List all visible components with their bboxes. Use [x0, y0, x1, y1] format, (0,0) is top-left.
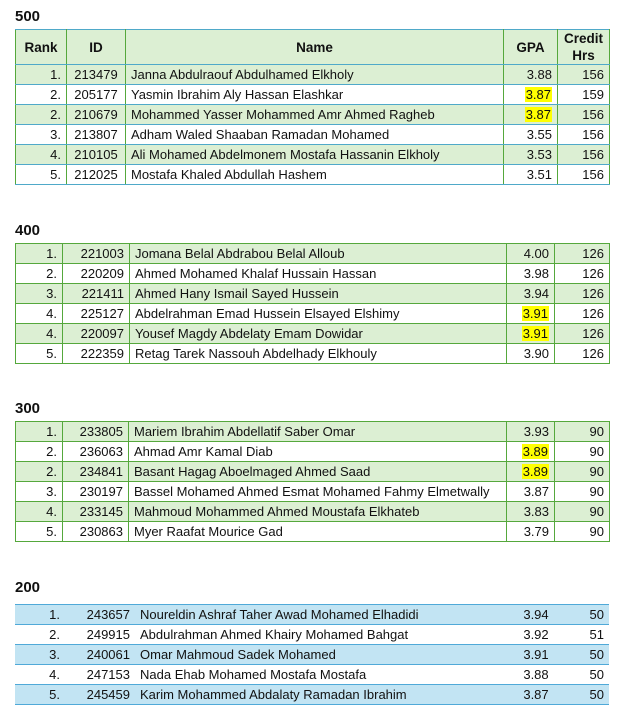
table-row	[16, 65, 610, 85]
credit-cell: 126	[555, 244, 610, 264]
name-cell: Mahmoud Mohammed Ahmed Moustafa Elkhateb	[129, 502, 507, 522]
id-cell: 205177	[67, 85, 126, 105]
gpa-cell	[504, 85, 558, 105]
credit-cell: 126	[555, 284, 610, 304]
id-cell: 243657	[65, 605, 135, 625]
credit-cell: 50	[560, 665, 609, 685]
name-cell: Mostafa Khaled Abdullah Hashem	[126, 165, 504, 185]
name-cell: Noureldin Ashraf Taher Awad Mohamed Elhadidi	[135, 605, 512, 625]
id-cell: 213479	[67, 65, 126, 85]
credit-cell: 90	[555, 462, 610, 482]
rank-cell: 2.	[16, 264, 63, 284]
credit-cell: 126	[555, 344, 610, 364]
id-cell: 233805	[63, 422, 129, 442]
table-row	[15, 645, 609, 665]
credit-cell: 90	[555, 422, 610, 442]
id-cell: 230197	[63, 482, 129, 502]
table-row	[16, 344, 610, 364]
name-cell: Ahmed Mohamed Khalaf Hussain Hassan	[130, 264, 507, 284]
gpa-cell: 3.83	[507, 502, 555, 522]
name-cell: Nada Ehab Mohamed Mostafa Mostafa	[135, 665, 512, 685]
header-rank: Rank	[16, 30, 67, 65]
gpa-cell: 4.00	[507, 244, 555, 264]
gpa-highlight: 3.91	[522, 306, 548, 321]
rank-cell: 2.	[16, 442, 63, 462]
section-title-200: 200	[15, 579, 41, 596]
rank-cell: 2.	[15, 625, 65, 645]
id-cell: 247153	[65, 665, 135, 685]
table-row	[16, 482, 610, 502]
rank-cell: 3.	[16, 482, 63, 502]
credit-cell: 50	[560, 605, 609, 625]
table-row	[16, 85, 610, 105]
id-cell: 236063	[63, 442, 129, 462]
credit-cell: 126	[555, 324, 610, 344]
rank-cell: 2.	[16, 85, 67, 105]
gpa-cell: 3.98	[507, 264, 555, 284]
name-cell: Jomana Belal Abdrabou Belal Alloub	[130, 244, 507, 264]
header-row	[16, 30, 610, 65]
id-cell: 220209	[63, 264, 130, 284]
rank-cell: 4.	[16, 324, 63, 344]
table-row	[16, 165, 610, 185]
name-cell: Omar Mahmoud Sadek Mohamed	[135, 645, 512, 665]
credit-cell: 156	[558, 145, 610, 165]
rank-cell: 4.	[16, 145, 67, 165]
gpa-cell: 3.92	[512, 625, 560, 645]
rank-cell: 5.	[15, 685, 65, 705]
table-row	[16, 422, 610, 442]
gpa-cell	[507, 324, 555, 344]
credit-cell: 51	[560, 625, 609, 645]
id-cell: 240061	[65, 645, 135, 665]
gpa-cell: 3.94	[512, 605, 560, 625]
credit-cell: 126	[555, 304, 610, 324]
header-credit-line2: Hrs	[572, 48, 595, 63]
gpa-cell: 3.94	[507, 284, 555, 304]
gpa-cell: 3.53	[504, 145, 558, 165]
credit-cell: 90	[555, 442, 610, 462]
rank-cell: 4.	[16, 502, 63, 522]
credit-cell: 50	[560, 645, 609, 665]
name-cell: Bassel Mohamed Ahmed Esmat Mohamed Fahmy Elmetwally	[129, 482, 507, 502]
credit-cell: 90	[555, 482, 610, 502]
gpa-highlight: 3.89	[522, 444, 548, 459]
credit-cell: 90	[555, 522, 610, 542]
name-cell: Basant Hagag Aboelmaged Ahmed Saad	[129, 462, 507, 482]
id-cell: 245459	[65, 685, 135, 705]
name-cell: Myer Raafat Mourice Gad	[129, 522, 507, 542]
credit-cell: 156	[558, 125, 610, 145]
gpa-cell: 3.79	[507, 522, 555, 542]
rank-cell: 5.	[16, 344, 63, 364]
table-row	[16, 462, 610, 482]
name-cell: Abdelrahman Emad Hussein Elsayed Elshimy	[130, 304, 507, 324]
table-row	[15, 665, 609, 685]
gpa-highlight: 3.91	[522, 326, 548, 341]
rank-cell: 1.	[16, 65, 67, 85]
header-gpa: GPA	[504, 30, 558, 65]
header-credit-hrs	[558, 30, 610, 65]
name-cell: Yasmin Ibrahim Aly Hassan Elashkar	[126, 85, 504, 105]
id-cell: 249915	[65, 625, 135, 645]
table-row	[16, 522, 610, 542]
credit-cell: 156	[558, 65, 610, 85]
gpa-cell: 3.93	[507, 422, 555, 442]
gpa-cell	[504, 105, 558, 125]
gpa-cell	[507, 304, 555, 324]
id-cell: 225127	[63, 304, 130, 324]
name-cell: Mariem Ibrahim Abdellatif Saber Omar	[129, 422, 507, 442]
table-row	[16, 324, 610, 344]
credit-cell: 126	[555, 264, 610, 284]
table-row	[16, 442, 610, 462]
id-cell: 233145	[63, 502, 129, 522]
table-row	[16, 145, 610, 165]
section-title-500: 500	[15, 8, 41, 25]
table-row	[16, 244, 610, 264]
gpa-highlight: 3.87	[525, 107, 551, 122]
gpa-cell: 3.90	[507, 344, 555, 364]
name-cell: Ali Mohamed Abdelmonem Mostafa Hassanin Elkholy	[126, 145, 504, 165]
header-credit-line1: Credit	[563, 31, 603, 46]
id-cell: 212025	[67, 165, 126, 185]
rank-cell: 1.	[15, 605, 65, 625]
gpa-highlight: 3.89	[522, 464, 548, 479]
rank-cell: 4.	[15, 665, 65, 685]
rank-cell: 1.	[16, 422, 63, 442]
gpa-cell	[507, 442, 555, 462]
name-cell: Ahmad Amr Kamal Diab	[129, 442, 507, 462]
name-cell: Janna Abdulraouf Abdulhamed Elkholy	[126, 65, 504, 85]
credit-cell: 159	[558, 85, 610, 105]
rank-cell: 3.	[16, 125, 67, 145]
gpa-cell: 3.51	[504, 165, 558, 185]
ranking-table-200	[15, 604, 609, 705]
table-row	[16, 502, 610, 522]
section-title-300: 300	[15, 400, 41, 417]
credit-cell: 90	[555, 502, 610, 522]
name-cell: Karim Mohammed Abdalaty Ramadan Ibrahim	[135, 685, 512, 705]
gpa-cell: 3.91	[512, 645, 560, 665]
rank-cell: 5.	[16, 522, 63, 542]
id-cell: 220097	[63, 324, 130, 344]
table-row	[16, 304, 610, 324]
gpa-cell: 3.88	[512, 665, 560, 685]
name-cell: Ahmed Hany Ismail Sayed Hussein	[130, 284, 507, 304]
gpa-cell: 3.87	[512, 685, 560, 705]
rank-cell: 3.	[15, 645, 65, 665]
gpa-cell: 3.88	[504, 65, 558, 85]
gpa-highlight: 3.87	[525, 87, 551, 102]
header-name: Name	[126, 30, 504, 65]
credit-cell: 156	[558, 165, 610, 185]
id-cell: 222359	[63, 344, 130, 364]
id-cell: 210105	[67, 145, 126, 165]
gpa-cell: 3.55	[504, 125, 558, 145]
ranking-table-500	[15, 29, 610, 185]
name-cell: Mohammed Yasser Mohammed Amr Ahmed Ragheb	[126, 105, 504, 125]
id-cell: 221003	[63, 244, 130, 264]
name-cell: Abdulrahman Ahmed Khairy Mohamed Bahgat	[135, 625, 512, 645]
id-cell: 230863	[63, 522, 129, 542]
section-title-400: 400	[15, 222, 41, 239]
table-row	[16, 264, 610, 284]
ranking-table-300	[15, 421, 610, 542]
credit-cell: 156	[558, 105, 610, 125]
name-cell: Retag Tarek Nassouh Abdelhady Elkhouly	[130, 344, 507, 364]
rank-cell: 3.	[16, 284, 63, 304]
gpa-cell: 3.87	[507, 482, 555, 502]
rank-cell: 4.	[16, 304, 63, 324]
table-row	[15, 605, 609, 625]
name-cell: Yousef Magdy Abdelaty Emam Dowidar	[130, 324, 507, 344]
table-row	[16, 284, 610, 304]
table-row	[15, 685, 609, 705]
rank-cell: 1.	[16, 244, 63, 264]
header-id: ID	[67, 30, 126, 65]
table-row	[16, 105, 610, 125]
id-cell: 213807	[67, 125, 126, 145]
id-cell: 210679	[67, 105, 126, 125]
rank-cell: 5.	[16, 165, 67, 185]
rank-cell: 2.	[16, 462, 63, 482]
gpa-cell	[507, 462, 555, 482]
rank-cell: 2.	[16, 105, 67, 125]
name-cell: Adham Waled Shaaban Ramadan Mohamed	[126, 125, 504, 145]
table-row	[15, 625, 609, 645]
table-row	[16, 125, 610, 145]
id-cell: 234841	[63, 462, 129, 482]
credit-cell: 50	[560, 685, 609, 705]
ranking-table-400	[15, 243, 610, 364]
id-cell: 221411	[63, 284, 130, 304]
